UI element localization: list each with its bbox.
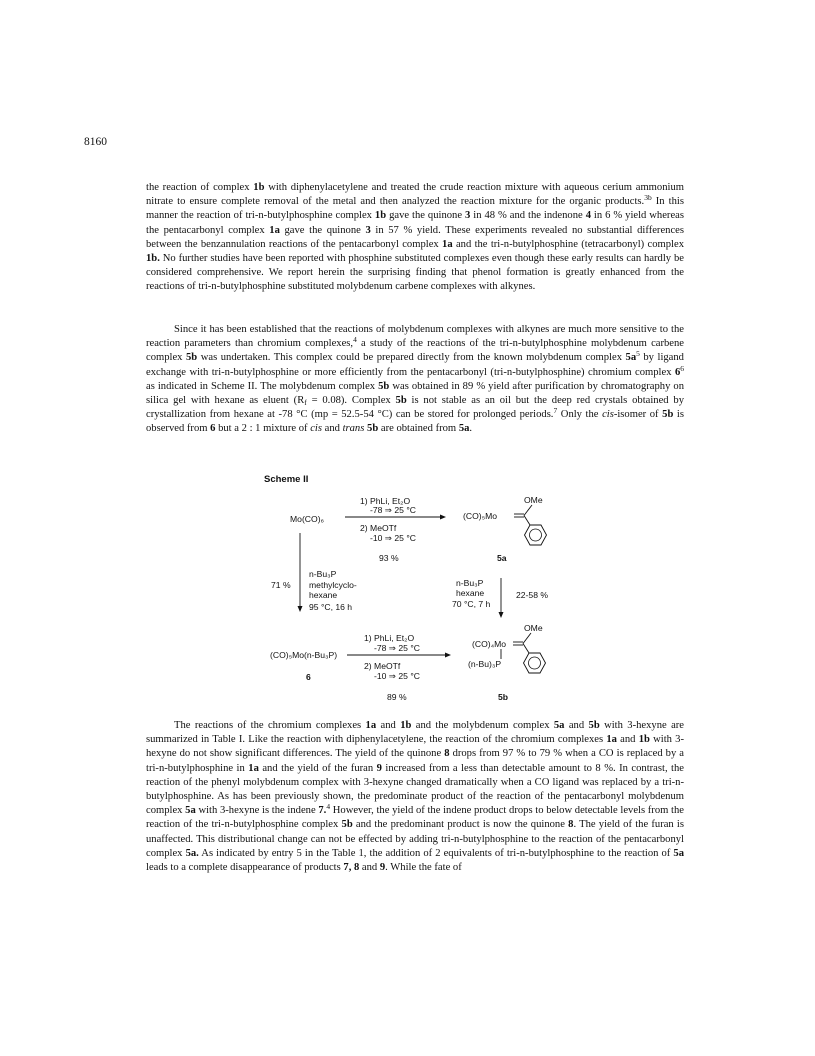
- label-5a: 5a: [497, 553, 507, 563]
- left-yield: 71 %: [271, 580, 291, 590]
- complex-6: (CO)₅Mo(n-Bu₃P): [270, 650, 338, 660]
- c-ome-bond-5b: [523, 633, 531, 644]
- page-number: 8160: [84, 136, 107, 148]
- top-step2-temp: -10 ⇒ 25 °C: [370, 533, 416, 543]
- left-reagent-1: n-Bu₃P: [309, 569, 337, 579]
- left-reagent-3: hexane: [309, 590, 338, 600]
- top-step1: 1) PhLi, Et₂O: [360, 496, 411, 506]
- right-reagent-1: n-Bu₃P: [456, 578, 484, 588]
- bottom-step1: 1) PhLi, Et₂O: [364, 633, 415, 643]
- bottom-step2: 2) MeOTf: [364, 661, 401, 671]
- arrow-left-head: [298, 606, 303, 612]
- left-reagent-2: methylcyclo-: [309, 580, 357, 590]
- reactant-mo-co6: Mo(CO)₆: [290, 514, 325, 524]
- label-6: 6: [306, 672, 311, 682]
- paragraph-3: The reactions of the chromium complexes 1a and 1b and the molybdenum complex 5a and 5b with 3-hexyne are summarized in Table I. Like the reaction with diphenylacetylene, the reaction of the chromium complexes 1a and 1b with 3-hexyne do not show significant differences. The yield of the quinone 8 drops from 97 % to 79 % when a CO is replaced by a tri-n-butylphosphine in 1a and the yield of the furan 9 increased from a less than detectable amount to 8 %. In contrast, the reaction of the phenyl molybdenum complex with 3-hexyne changed dramatically when a CO ligand was replaced by a tri-n-butylphosphine. As has been previously shown, the predominate product of the reaction of the pentacarbonyl molybdenum complex 5a with 3-hexyne is the indene 7.$^4$ However, the yield of the indene product drops to below detectable levels from the reaction of the tri-n-butylphosphine complex 5b and the predominant product is now the quinone 8. The yield of the furan is unaffected. This distributional change can not be effected by adding tri-n-butylphosphine to the reaction of the pentacarbonyl complex 5a. As indicated by entry 5 in the Table 1, the addition of 2 equivalents of tri-n-butylphosphine to the reaction of 5a leads to a complete disappearance of products 7, 8 and 9. While the fate of: [146, 720, 685, 874]
- phosphine-5b: (n-Bu)₃P: [468, 659, 502, 669]
- top-yield: 93 %: [379, 553, 399, 563]
- top-step2: 2) MeOTf: [360, 523, 397, 533]
- right-yield: 22-58 %: [516, 590, 549, 600]
- right-conditions: 70 °C, 7 h: [452, 599, 491, 609]
- left-conditions: 95 °C, 16 h: [309, 602, 353, 612]
- c-phenyl-bond-5b: [523, 644, 529, 654]
- paragraph-1: the reaction of complex 1b with diphenylacetylene and treated the crude reaction mixture with aqueous cerium ammonium nitrate to ensure complete removal of the metal and then analyzed the reaction mixture for the organic products.$^{3b}$ In this manner the reaction of tri-n-butylphosphine complex 1b gave the quinone 3 in 48 % and the indenone 4 in 6 % yield whereas the pentacarbonyl complex 1a gave the quinone 3 in 57 % yield. These experiments revealed no substantial differences between the benzannulation reactions of the pentacarbonyl complex 1a and the tri-n-butylphosphine (tetracarbonyl) complex 1b. No further studies have been reported with phosphine substituted complexes even though these early results can hardly be considered comprehensive. We report herein the surprising finding that phenol formation is greatly enhanced from the reactions of tri-n-butylphosphine substituted molybdenum carbene complexes with alkynes.: [146, 182, 684, 293]
- ome-5a: OMe: [524, 495, 543, 505]
- phenyl-ring-5b: [524, 653, 546, 673]
- top-step1-temp: -78 ⇒ 25 °C: [370, 505, 416, 515]
- bottom-step2-temp: -10 ⇒ 25 °C: [374, 671, 420, 681]
- c-ome-bond-5a: [524, 505, 532, 516]
- paragraph-2: Since it has been established that the reactions of molybdenum complexes with alkynes are much more sensitive to the reaction parameters than chromium complexes,$^4$ a study of the reactions of the tri-n-butylphosphine molybdenum carbene complex 5b was undertaken. This complex could be prepared directly from the known molybdenum complex $5a^5$ by ligand exchange with tri-n-butylphosphine or more efficiently from the pentacarbonyl (tri-n-butylphosphine) chromium complex $6^6$ as indicated in Scheme II. The molybdenum complex 5b was obtained in 89 % yield after purification by chromatography on silica gel with hexane as eluent $(R_f = 0.08)$. Complex 5b is not stable as an oil but the deep red crystals obtained by crystallization from hexane at -78 °C (mp = 52.5-54 °C) can be stored for prolonged periods.$^7$ Only the cis-isomer of 5b is observed from 6 but a 2 : 1 mixture of cis and trans 5b are obtained from 5a.: [146, 324, 685, 435]
- ome-5b: OMe: [524, 623, 543, 633]
- right-reagent-2: hexane: [456, 588, 485, 598]
- label-5b: 5b: [498, 692, 509, 702]
- arrow-top-head: [440, 515, 446, 520]
- scheme-title: Scheme II: [264, 474, 309, 485]
- c-phenyl-bond-5a: [524, 516, 530, 526]
- arrow-bottom-head: [445, 653, 451, 658]
- bottom-yield: 89 %: [387, 692, 407, 702]
- bottom-step1-temp: -78 ⇒ 25 °C: [374, 643, 420, 653]
- phenyl-ring-5a: [525, 525, 547, 545]
- product-5b-metal: (CO)₄Mo: [472, 639, 507, 649]
- product-5a-metal: (CO)₅Mo: [463, 511, 498, 521]
- arrow-right-head: [499, 612, 504, 618]
